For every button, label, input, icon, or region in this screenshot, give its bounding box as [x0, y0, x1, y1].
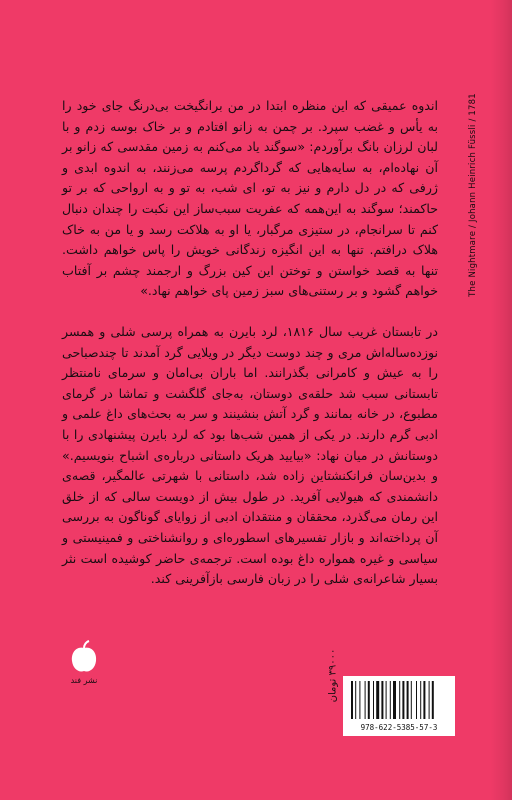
barcode-bar — [368, 681, 370, 719]
barcode-bar — [381, 681, 383, 719]
barcode-bar — [359, 681, 360, 719]
barcode-bar — [402, 681, 404, 719]
fruit-logo-icon — [69, 640, 99, 674]
isbn-number: 978-622-5385-57-3 — [360, 723, 438, 732]
blurb-paragraph-description — [62, 322, 438, 590]
barcode-bar — [386, 681, 387, 719]
barcode-bar — [416, 681, 417, 719]
barcode-bar — [351, 681, 353, 719]
barcode-bars — [349, 681, 449, 719]
barcode-bar — [365, 681, 366, 719]
barcode-bar — [423, 681, 425, 719]
barcode-bar — [429, 681, 430, 719]
publisher-logo — [64, 640, 104, 685]
spine-edge-shadow — [490, 0, 512, 800]
barcode-bar — [407, 681, 409, 719]
isbn-barcode — [343, 676, 455, 736]
barcode-bar — [373, 681, 374, 719]
publisher-name: نشر فند — [70, 676, 98, 685]
paragraph-text: اندوه عمیقی که این منظره ابتدا در من برانگیخت بی‌درنگ جای خود را به یأس و غضب سپرد. بر چمن به زانو افتادم و بر خاک بوسه زدم و با لبان لرزان بانگ برآوردم: «سوگند یاد می‌کنم به زمین مقدسی که زانو بر آن نهاده‌ام، به سایه‌هایی که گرداگردم پرسه می‌زنند، به اندوه ابدی و ژرفی که در دل دارم و نیز به تو، ای شب، به تو و به ارواحی که بر تو حاکمند؛ سوگند به این‌همه که عفریت سبب‌ساز این نکبت را چندان دنبال کنم تا سرانجام، در ستیزی مرگبار، یا او به هلاکت رسد و یا من به خاک هلاک درافتم. تنها به این انگیزه زندگانی خویش را پاس خواهم داشت. تنها به قصد خواستن و توختن این کین بزرگ و ارجمند چشم بر آفتاب خواهم گشود و بر رستنی‌های سبز زمین پای خواهم نهاد.» — [62, 98, 438, 299]
paragraph-text: در تابستان غریب سال ۱۸۱۶، لرد بایرن به همراه پرسی شلی و همسر نوزده‌ساله‌اش مری و چند دوست دیگر در ویلایی گرد آمدند تا چندصباحی را به عیش و کامرانی بگذرانند. اما باران بی‌امان و سرمای نامنتظر تابستانی سبب شد حلقه‌ی دوستان، به‌جای گلگشت و تماشا در گرمای مطبوع، در خانه بمانند و گرد آتش بنشینند و سر به بحث‌های داغ علمی و ادبی گرم دارند. در یکی از همین شب‌ها بود که لرد بایرن پیشنهادی را با دوستانش در میان نهاد: «بیایید هریک داستانی درباره‌ی اشباح بنویسیم.» و بدین‌سان فرانکنشتاین زاده شد، داستانی با شهرتی عالمگیر، قصه‌ی دانشمندی که هیولایی آفرید. در طول بیش از دویست سالی که از خلق این رمان می‌گذرد، محققان و منتقدان ادبی از زوایای گوناگون به بررسی آن پرداخته‌اند و بازار تفسیرهای اسطوره‌ای و روانشناختی و فمینیستی و سیاسی و غیره همواره داغ بوده است. ترجمه‌ی حاضر کوشیده است نثر بسیار شاعرانه‌ی شلی را در زبان فارسی بازآفرینی کند. — [62, 324, 438, 587]
barcode-bar — [376, 681, 379, 719]
price-text: ۳۹۰۰۰ تومان — [327, 648, 339, 702]
spine-caption — [466, 93, 480, 297]
barcode-bar — [399, 681, 400, 719]
barcode-bar — [355, 681, 356, 719]
blurb-paragraph-quote — [62, 96, 438, 302]
barcode-bar — [432, 681, 434, 719]
barcode-bar — [411, 681, 412, 719]
barcode-bar — [390, 681, 391, 719]
barcode-bar — [420, 681, 421, 719]
price-label — [322, 640, 344, 710]
barcode-bar — [393, 681, 396, 719]
spine-caption-text: The Nightmare / Johann Heinrich Füssli / 1781 — [468, 93, 479, 297]
